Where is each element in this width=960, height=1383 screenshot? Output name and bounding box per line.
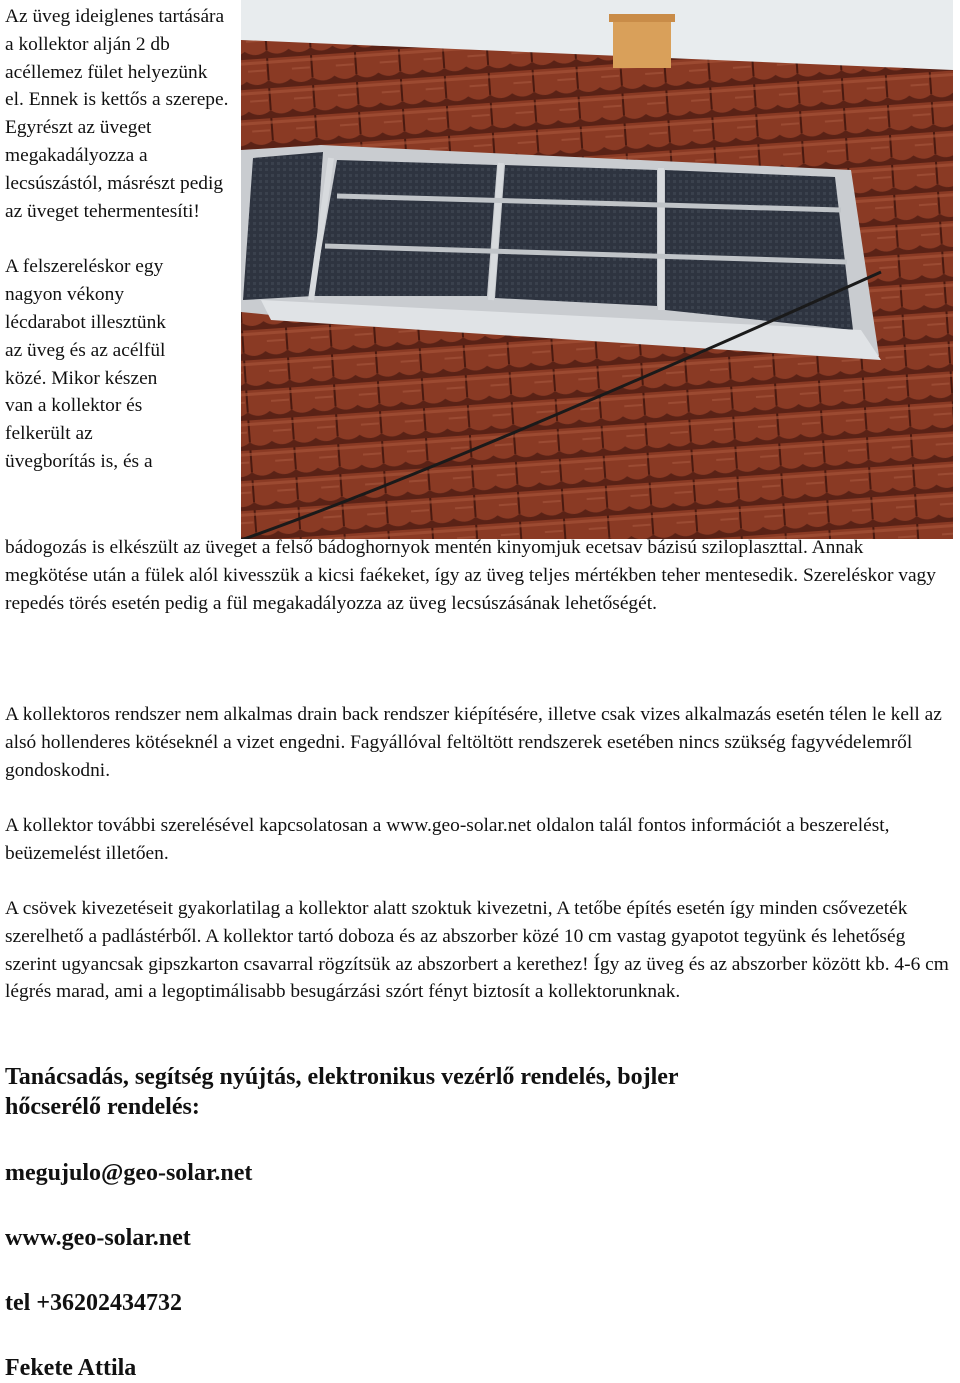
line: az üveg és az acélfül [5, 339, 166, 361]
side-column [5, 3, 230, 476]
line: üvegborítás is, és a [5, 450, 153, 472]
paragraph-piping [5, 895, 950, 1006]
paragraph-text: A kollektoros rendszer nem alkalmas drain back rendszer kiépítésére, illetve csak vizes alkalmazás esetén télen le kell az alsó hollenderes kötéseknél a vizet engedni. Fagyállóval feltöltött rendszerek esetében nincs szükség fagyvédelemről gondoskodni. [5, 704, 942, 781]
solar-collector-photo [241, 0, 953, 539]
roof-photo-illustration [241, 0, 953, 539]
paragraph-mounting-start [5, 253, 230, 475]
contact-heading [5, 1062, 950, 1122]
line: felkerült az [5, 423, 93, 445]
paragraph-website-info [5, 812, 950, 868]
paragraph-text: bádogozás is elkészült az üveget a felső bádoghornyok mentén kinyomjuk ecetsav bázisú sziloplaszttal. Annak megkötése után a fülek alól kivesszük a kicsi faékeket, így az üveg teljes mértékben teher mentesedik. Szereléskor vagy repedés törés esetén pedig a fül megakadályozza az üveg lecsúszásának lehetőségét. [5, 537, 936, 614]
contact-heading-line1: Tanácsadás, segítség nyújtás, elektronikus vezérlő rendelés, bojler [5, 1064, 679, 1090]
line: nagyon vékony [5, 284, 125, 306]
paragraph-drainback [5, 701, 950, 784]
contact-heading-line2: hőcserélő rendelés: [5, 1094, 200, 1120]
paragraph-glass-support: Az üveg ideiglenes tartására a kollektor alján 2 db acéllemez fület helyezünk el. Ennek is kettős a szerepe. Egyrészt az üveget megakadályozza a lecsúszástól, másrészt pedig az üveget tehermentesíti! [5, 6, 229, 222]
contact-name: Fekete Attila [5, 1355, 137, 1381]
contact-phone: tel +36202434732 [5, 1290, 182, 1316]
paragraph-text: A csövek kivezetéseit gyakorlatilag a kollektor alatt szoktuk kivezetni, A tetőbe építés esetén így minden csővezeték szerelhető a padlástérből. A kollektor tartó doboza és az abszorber közé 10 cm vastag gyapotot tegyünk és lehetőség szerint ugyancsak gipszkarton csavarral rögzítsük az abszorbert a kerethez! Így az üveg és az abszorber között kb. 4-6 cm légrés marad, ami a legoptimálisabb besugárzási szórt fényt biztosít a kollektorunknak. [5, 898, 949, 1003]
line: A felszereléskor egy [5, 256, 164, 278]
paragraph-mounting-continued [5, 534, 950, 617]
contact-website[interactable]: www.geo-solar.net [5, 1225, 191, 1251]
line: van a kollektor és [5, 395, 143, 417]
line: közé. Mikor készen [5, 367, 158, 389]
contact-email[interactable]: megujulo@geo-solar.net [5, 1160, 253, 1186]
paragraph-text: A kollektor további szerelésével kapcsolatosan a www.geo-solar.net oldalon talál fontos információt a beszerelést, beüzemelést illetően. [5, 815, 890, 864]
line: lécdarabot illesztünk [5, 311, 166, 333]
